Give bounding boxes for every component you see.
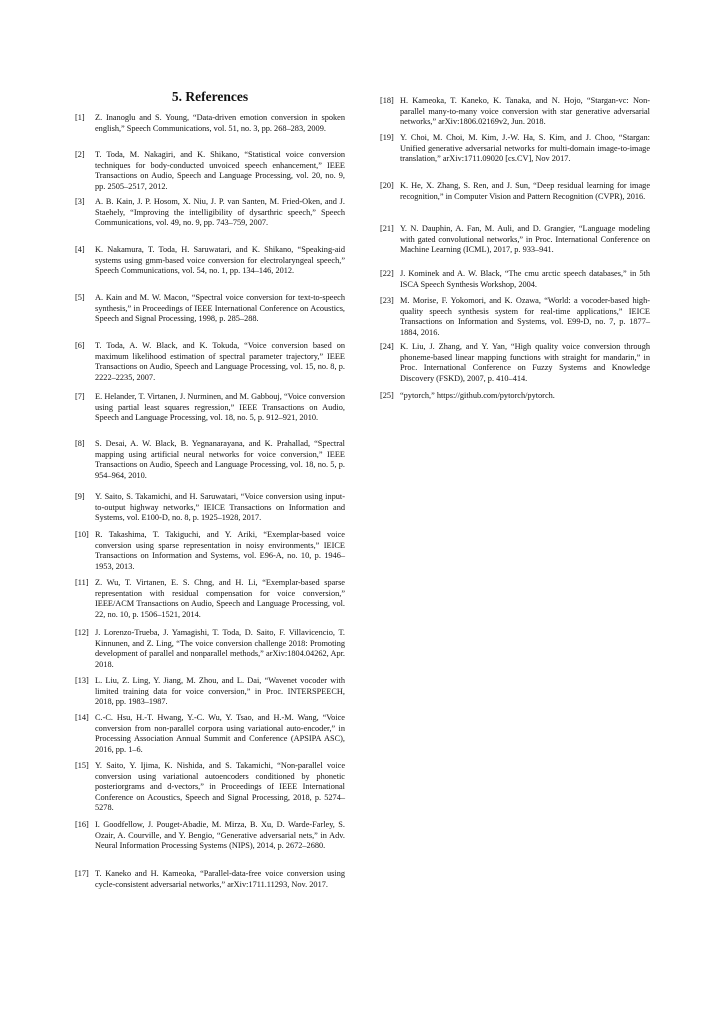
reference-number: [10]: [75, 530, 89, 539]
reference-number: [5]: [75, 293, 85, 302]
reference-text: C.-C. Hsu, H.-T. Hwang, Y.-C. Wu, Y. Tsao, and H.-M. Wang, “Voice conversion from non-parallel corpora using variational auto-encoder,” in Processing Association Annual Summit and Conference (APSIPA ASC), 2016, pp. 1–6.: [95, 713, 345, 754]
reference-number: [3]: [75, 197, 85, 206]
reference-text: H. Kameoka, T. Kaneko, K. Tanaka, and N. Hojo, “Stargan-vc: Non-parallel many-to-many voice conversion with star generative adversarial networks,” arXiv:1806.02169v2, Jun. 2018.: [400, 96, 650, 127]
reference-number: [7]: [75, 392, 85, 401]
reference-number: [11]: [75, 578, 89, 587]
reference-entry: [380, 96, 650, 128]
reference-text: Z. Inanoglu and S. Young, “Data-driven emotion conversion in spoken english,” Speech Communications, vol. 51, no. 3, pp. 268–283, 2009.: [95, 113, 345, 133]
reference-text: Y. Saito, S. Takamichi, and H. Saruwatari, “Voice conversion using input-to-output highway networks,” IEICE Transactions on Information and Systems, vol. E100-D, no. 8, p. 1925–1928, 2017.: [95, 492, 345, 523]
reference-entry: [380, 342, 650, 384]
reference-number: [15]: [75, 761, 89, 770]
reference-number: [18]: [380, 96, 394, 105]
reference-text: L. Liu, Z. Ling, Y. Jiang, M. Zhou, and L. Dai, “Wavenet vocoder with limited training data for voice conversion,” in Proc. INTERSPEECH, 2018, pp. 1983–1987.: [95, 676, 345, 707]
reference-text: T. Kaneko and H. Kameoka, “Parallel-data-free voice conversion using cycle-consistent adversarial networks,” arXiv:1711.11293, Nov. 2017.: [95, 869, 345, 889]
reference-text: R. Takashima, T. Takiguchi, and Y. Ariki, “Exemplar-based voice conversion using sparse representation in noisy environments,” IEICE Transactions on Information and Systems, vol. E96-A, no. 10, p. 1946–1953, 2013.: [95, 530, 345, 571]
reference-entry: [75, 293, 345, 325]
reference-entry: [75, 761, 345, 814]
reference-entry: [380, 296, 650, 338]
reference-number: [4]: [75, 245, 85, 254]
reference-text: Y. N. Dauphin, A. Fan, M. Auli, and D. Grangier, “Language modeling with gated convolutional networks,” in Proc. International Conference on Machine Learning (ICML), 2017, p. 933–941.: [400, 224, 650, 255]
reference-entry: [75, 197, 345, 229]
reference-text: S. Desai, A. W. Black, B. Yegnanarayana, and K. Prahallad, “Spectral mapping using artificial neural networks for voice conversion,” IEEE Transactions on Audio, Speech and Language Processing, vol. 18, no. 5, p. 954–964, 2010.: [95, 439, 345, 480]
reference-text: A. Kain and M. W. Macon, “Spectral voice conversion for text-to-speech synthesis,” in Proceedings of IEEE International Conference on Acoustics, Speech and Signal Processing, 1998, p. 285–288.: [95, 293, 345, 324]
reference-text: J. Kominek and A. W. Black, “The cmu arctic speech databases,” in 5th ISCA Speech Synthesis Workshop, 2004.: [400, 269, 650, 289]
reference-number: [25]: [380, 391, 394, 400]
reference-number: [23]: [380, 296, 394, 305]
reference-number: [17]: [75, 869, 89, 878]
reference-text: E. Helander, T. Virtanen, J. Nurminen, and M. Gabbouj, “Voice conversion using partial least squares regression,” IEEE Transactions on Audio, Speech and Language Processing, vol. 18, no. 5, p. 912–921, 2010.: [95, 392, 345, 423]
reference-entry: [380, 181, 650, 202]
reference-text: T. Toda, M. Nakagiri, and K. Shikano, “Statistical voice conversion techniques for body-conducted unvoiced speech enhancement,” IEEE Transactions on Audio, Speech and Language Processing, vol. 20, no. 9, pp. 2505–2517, 2012.: [95, 150, 345, 191]
reference-number: [13]: [75, 676, 89, 685]
reference-entry: [75, 820, 345, 852]
reference-entry: [75, 245, 345, 277]
reference-number: [1]: [75, 113, 85, 122]
reference-number: [24]: [380, 342, 394, 351]
reference-text: A. B. Kain, J. P. Hosom, X. Niu, J. P. van Santen, M. Fried-Oken, and J. Staehely, “Improving the intelligibility of dysarthric speech,” Speech Communications, vol. 49, no. 9, pp. 743–759, 2007.: [95, 197, 345, 228]
reference-text: K. He, X. Zhang, S. Ren, and J. Sun, “Deep residual learning for image recognition,” in Computer Vision and Pattern Recognition (CVPR), 2016.: [400, 181, 650, 201]
reference-entry: [75, 341, 345, 383]
reference-number: [12]: [75, 628, 89, 637]
reference-number: [20]: [380, 181, 394, 190]
reference-text: Z. Wu, T. Virtanen, E. S. Chng, and H. Li, “Exemplar-based sparse representation with residual compensation for voice conversion,” IEEE/ACM Transactions on Audio, Speech and Language Processing, vol. 22, no. 10, p. 1506–1521, 2014.: [95, 578, 345, 619]
reference-text: K. Nakamura, T. Toda, H. Saruwatari, and K. Shikano, “Speaking-aid systems using gmm-based voice conversion for electrolaryngeal speech,” Speech Communications, vol. 54, no. 1, pp. 134–146, 2012.: [95, 245, 345, 276]
reference-entry: [75, 628, 345, 670]
reference-entry: [75, 113, 345, 134]
reference-entry: [75, 392, 345, 424]
reference-entry: [75, 713, 345, 755]
reference-entry: [75, 578, 345, 620]
reference-entry: [380, 391, 650, 402]
reference-number: [6]: [75, 341, 85, 350]
reference-text: I. Goodfellow, J. Pouget-Abadie, M. Mirza, B. Xu, D. Warde-Farley, S. Ozair, A. Courville, and Y. Bengio, “Generative adversarial nets,” in Adv. Neural Information Processing Systems (NIPS), 2014, p. 2672–2680.: [95, 820, 345, 851]
reference-number: [21]: [380, 224, 394, 233]
reference-number: [9]: [75, 492, 85, 501]
reference-number: [2]: [75, 150, 85, 159]
reference-entry: [75, 676, 345, 708]
reference-entry: [75, 439, 345, 481]
reference-text: K. Liu, J. Zhang, and Y. Yan, “High quality voice conversion through phoneme-based linear mapping functions with straight for mandarin,” in Proc. International Conference on Fuzzy Systems and Knowledge Discovery (FSKD), 2007, p. 410–414.: [400, 342, 650, 383]
reference-entry: [75, 150, 345, 192]
reference-number: [19]: [380, 133, 394, 142]
reference-text: Y. Saito, Y. Ijima, K. Nishida, and S. Takamichi, “Non-parallel voice conversion using variational autoencoders conditioned by phonetic posteriorgrams and d-vectors,” in Proceedings of IEEE International Conference on Acoustics, Speech and Signal Processing, 2018, p. 5274–5278.: [95, 761, 345, 813]
reference-number: [22]: [380, 269, 394, 278]
reference-text: J. Lorenzo-Trueba, J. Yamagishi, T. Toda, D. Saito, F. Villavicencio, T. Kinnunen, and Z. Ling, “The voice conversion challenge 2018: Promoting development of parallel and nonparallel methods,” arXiv:1804.04262, Apr. 2018.: [95, 628, 345, 669]
reference-entry: [380, 133, 650, 165]
section-title: 5. References: [171, 89, 249, 104]
reference-entry: [380, 269, 650, 290]
reference-text: “pytorch,” https://github.com/pytorch/pytorch.: [400, 391, 555, 400]
reference-entry: [75, 869, 345, 890]
reference-entry: [75, 530, 345, 572]
reference-entry: [380, 224, 650, 256]
reference-number: [16]: [75, 820, 89, 829]
reference-text: M. Morise, F. Yokomori, and K. Ozawa, “World: a vocoder-based high-quality speech synthesis system for real-time applications,” IEICE Transactions on Information and Systems, vol. E99-D, no. 7, p. 1877–1884, 2016.: [400, 296, 650, 337]
reference-number: [8]: [75, 439, 85, 448]
reference-text: Y. Choi, M. Choi, M. Kim, J.-W. Ha, S. Kim, and J. Choo, “Stargan: Unified generative adversarial networks for multi-domain image-to-image translation,” arXiv:1711.09020 [cs.CV], Nov 2017.: [400, 133, 650, 164]
reference-text: T. Toda, A. W. Black, and K. Tokuda, “Voice conversion based on maximum likelihood estimation of spectral parameter trajectory,” IEEE Transactions on Audio, Speech and Language Processing, vol. 15, no. 8, p. 2222–2235, 2007.: [95, 341, 345, 382]
reference-number: [14]: [75, 713, 89, 722]
reference-entry: [75, 492, 345, 524]
